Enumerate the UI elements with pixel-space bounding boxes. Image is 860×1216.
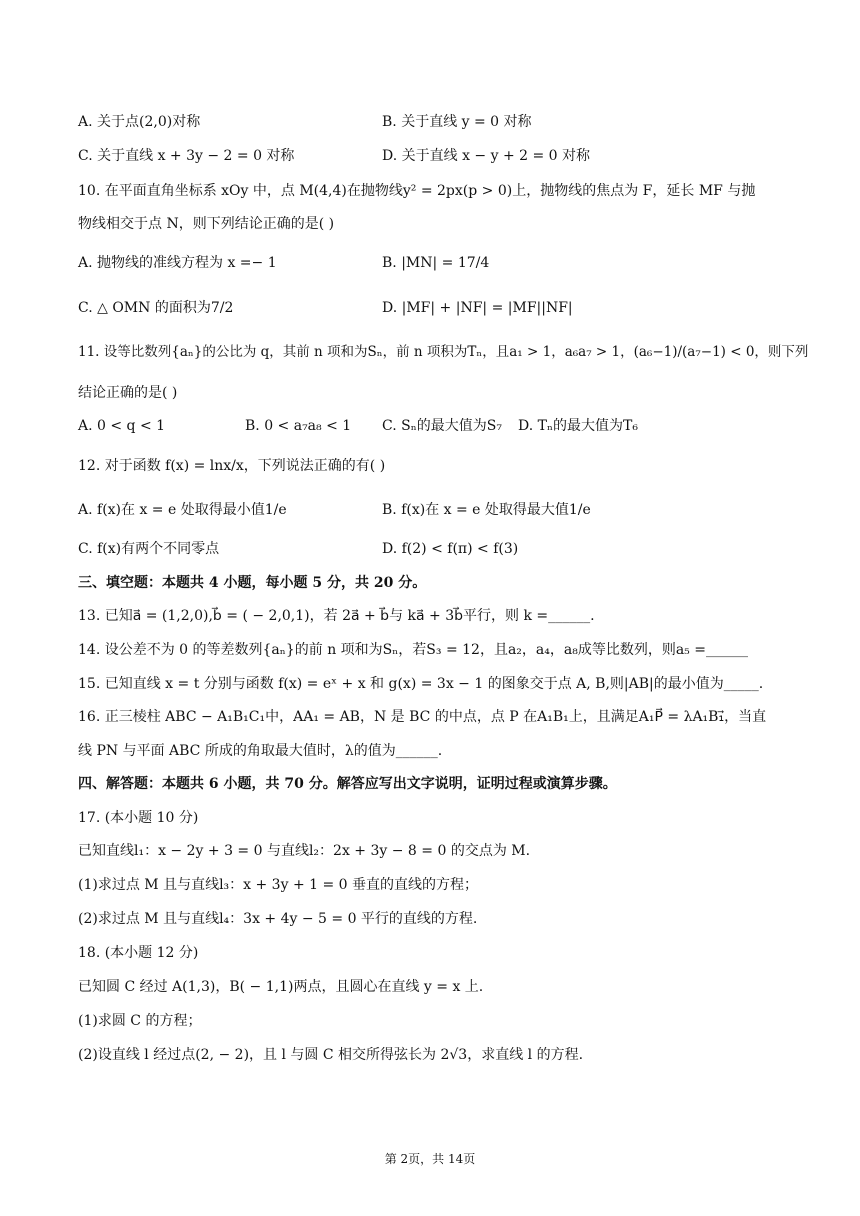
q12-stem: 12. 对于函数 f(x) = lnx/x，下列说法正确的有( ) — [78, 458, 386, 474]
q12-option-b: B. f(x)在 x = e 处取得最大值1/e — [382, 502, 591, 518]
q10-option-b: B. |MN| = 17/4 — [382, 255, 490, 271]
section-heading-fill-in: 三、填空题：本题共 4 小题，每小题 5 分，共 20 分。 — [78, 575, 427, 591]
q14: 14. 设公差不为 0 的等差数列{aₙ}的前 n 项和为Sₙ，若S₃ = 12，且a₂，a₄，a₈成等比数列，则a₅ =______ — [78, 642, 748, 658]
q9-option-c: C. 关于直线 x + 3y − 2 = 0 对称 — [78, 148, 295, 164]
q11-stem-line2: 结论正确的是( ) — [78, 385, 178, 401]
q10-option-d: D. |MF| + |NF| = |MF||NF| — [382, 300, 573, 316]
q11-option-c: C. Sₙ的最大值为S₇ — [382, 418, 502, 434]
q15: 15. 已知直线 x = t 分别与函数 f(x) = eˣ + x 和 g(x) = 3x − 1 的图象交于点 A, B,则|AB|的最小值为_____. — [78, 676, 764, 692]
q16-line2: 线 PN 与平面 ABC 所成的角取最大值时，λ的值为______. — [78, 743, 443, 759]
q10-option-c: C. △ OMN 的面积为7/2 — [78, 300, 234, 316]
q9-option-d: D. 关于直线 x − y + 2 = 0 对称 — [382, 148, 591, 164]
q10-stem-line2: 物线相交于点 N，则下列结论正确的是( ) — [78, 216, 335, 232]
q18-part2: (2)设直线 l 经过点(2, − 2)，且 l 与圆 C 相交所得弦长为 2√3，求直线 l 的方程. — [78, 1047, 584, 1063]
q12-option-d: D. f(2) < f(π) < f(3) — [382, 541, 519, 557]
q13: 13. 已知a⃗ = (1,2,0),b⃗ = ( − 2,0,1)，若 2a⃗ + b⃗与 ka⃗ + 3b⃗平行，则 k =______. — [78, 608, 595, 624]
section-heading-answers: 四、解答题：本题共 6 小题，共 70 分。解答应写出文字说明，证明过程或演算步骤。 — [78, 776, 617, 792]
q11-option-b: B. 0 < a₇a₈ < 1 — [245, 418, 352, 434]
q16-line1: 16. 正三棱柱 ABC − A₁B₁C₁中，AA₁ = AB，N 是 BC 的中点，点 P 在A₁B₁上，且满足A₁P⃗ = λA₁B₁⃗，当直 — [78, 709, 767, 725]
q11-option-d: D. Tₙ的最大值为T₆ — [518, 418, 638, 434]
q11-option-a: A. 0 < q < 1 — [78, 418, 166, 434]
q18-part1: (1)求圆 C 的方程； — [78, 1013, 202, 1029]
q10-option-a: A. 抛物线的准线方程为 x =− 1 — [78, 255, 277, 271]
q12-option-c: C. f(x)有两个不同零点 — [78, 541, 220, 557]
q17-part2: (2)求过点 M 且与直线l₄：3x + 4y − 5 = 0 平行的直线的方程. — [78, 911, 478, 927]
q17-part1: (1)求过点 M 且与直线l₃：x + 3y + 1 = 0 垂直的直线的方程； — [78, 877, 479, 893]
q9-option-b: B. 关于直线 y = 0 对称 — [382, 114, 532, 130]
q17-stem: 已知直线l₁：x − 2y + 3 = 0 与直线l₂：2x + 3y − 8 = 0 的交点为 M. — [78, 843, 531, 859]
q11-stem-line1: 11. 设等比数列{aₙ}的公比为 q，其前 n 项和为Sₙ，前 n 项积为Tₙ，且a₁ > 1，a₆a₇ > 1，(a₆−1)/(a₇−1) < 0，则下列 — [78, 344, 809, 360]
q18-title: 18. (本小题 12 分) — [78, 945, 199, 961]
q10-stem-line1: 10. 在平面直角坐标系 xOy 中，点 M(4,4)在抛物线y² = 2px(p > 0)上，抛物线的焦点为 F，延长 MF 与抛 — [78, 183, 756, 199]
q9-option-a: A. 关于点(2,0)对称 — [78, 114, 201, 130]
q18-stem: 已知圆 C 经过 A(1,3)，B( − 1,1)两点，且圆心在直线 y = x 上. — [78, 979, 484, 995]
q12-option-a: A. f(x)在 x = e 处取得最小值1/e — [78, 502, 287, 518]
q17-title: 17. (本小题 10 分) — [78, 810, 199, 826]
page-footer: 第 2页，共 14页 — [384, 1152, 476, 1166]
